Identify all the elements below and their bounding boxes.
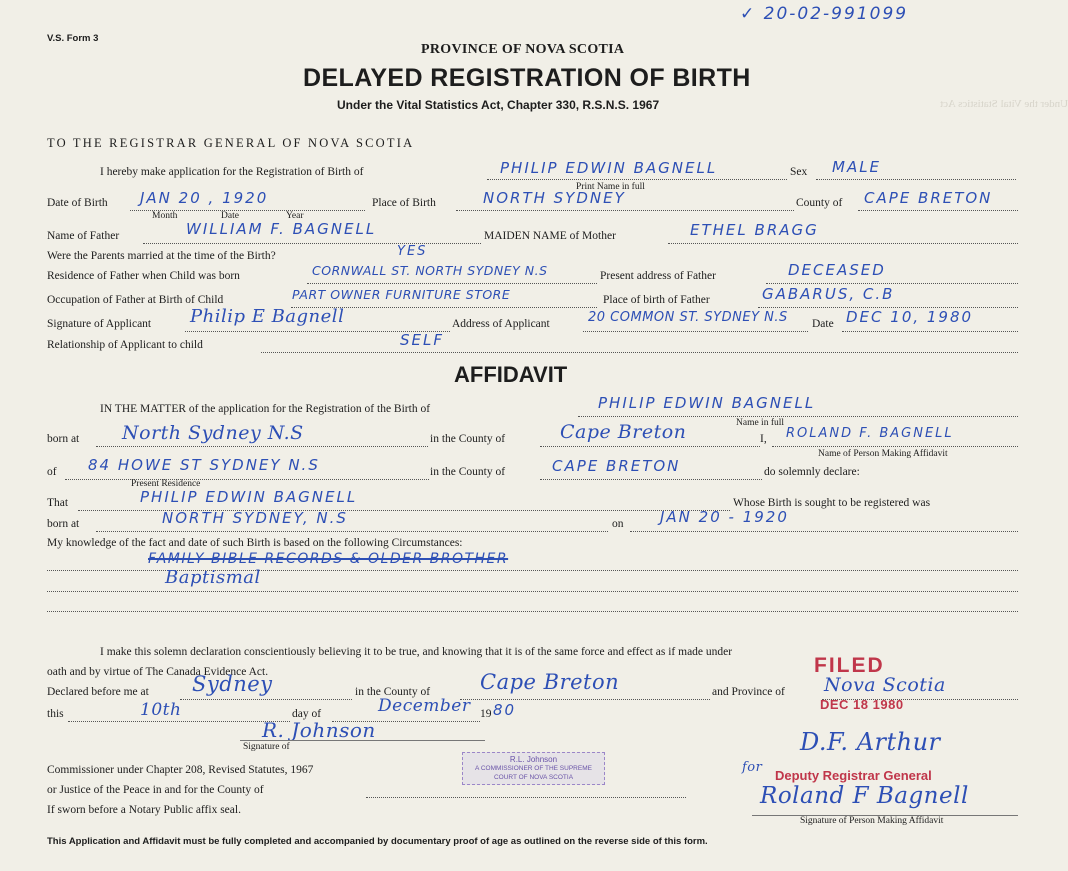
mother-label: MAIDEN NAME of Mother [484,230,616,242]
month-value: December [378,696,471,716]
signature-label: Signature of Applicant [47,318,152,330]
child-name-value: PHILIP EDWIN BAGNELL [500,159,718,177]
affidavit-county-label: in the County of [430,433,506,445]
circumstance-value: Baptismal [165,567,261,588]
form-title: DELAYED REGISTRATION OF BIRTH [303,64,751,92]
commissioner-line-3: If sworn before a Notary Public affix seal. [47,804,241,816]
born-at-value: North Sydney N.S [122,422,304,444]
print-name-hint: Print Name in full [576,182,645,192]
relationship-label: Relationship of Applicant to child [47,339,203,351]
affiant-signature: Roland F Bagnell [760,783,969,809]
sex-value: MALE [832,158,882,176]
province-label: and Province of [712,686,785,698]
declared-place-value: Sydney [192,672,273,696]
date-field-value: DEC 10, 1980 [846,308,974,326]
province-value: Nova Scotia [824,674,946,696]
signature-of-label: Signature of [243,742,290,752]
commissioner-line-1: Commissioner under Chapter 208, Revised Statutes, 1967 [47,764,314,776]
month-hint: Month [152,211,178,221]
in-matter-value: PHILIP EDWIN BAGNELL [598,394,816,412]
born-at2-value: NORTH SYDNEY, N.S [162,509,348,527]
father-value: WILLIAM F. BAGNELL [186,220,377,238]
year-hint: Year [286,211,304,221]
born-at2-label: born at [47,518,80,530]
person-making-hint: Name of Person Making Affidavit [818,449,948,459]
commissioner-stamp-court: COURT OF NOVA SCOTIA [493,774,574,781]
sex-label: Sex [790,166,808,178]
relationship-value: SELF [400,331,444,349]
year-value: 80 [493,701,517,719]
filed-date-stamp: DEC 18 1980 [820,697,904,712]
commissioner-signature: R. Johnson [262,718,376,742]
present-residence-hint: Present Residence [131,479,201,489]
stamp-number: ✓ 20-02-991099 [740,4,909,24]
whose-birth-label: Whose Birth is sought to be registered was [733,497,931,509]
commissioner-stamp-title: A COMMISSIONER OF THE SUPREME [475,765,592,772]
married-label: Were the Parents married at the time of the Birth? [47,250,276,262]
dob-value: JAN 20 , 1920 [140,189,269,207]
county3-label: in the County of [355,686,431,698]
knowledge-label: My knowledge of the fact and date of such Birth is based on the following Circumstances: [47,537,463,549]
form-subtitle: Under the Vital Statistics Act, Chapter 330, R.S.N.S. 1967 [337,98,660,112]
form-number: V.S. Form 3 [47,33,99,44]
occupation-label: Occupation of Father at Birth of Child [47,294,224,306]
commissioner-stamp-name: R.L. Johnson [509,755,558,764]
affidavit-county2-label: in the County of [430,466,506,478]
footer-note: This Application and Affidavit must be fully completed and accompanied by documentary proof of age as outlined on the reverse side of this form. [47,836,708,847]
pob-value: NORTH SYDNEY [483,189,626,207]
struck-circumstances: FAMILY BIBLE RECORDS & OLDER BROTHER [148,551,509,567]
i-label: I, [760,433,767,445]
born-at-label: born at [47,433,80,445]
affidavit-county-value: Cape Breton [560,421,687,443]
hereby-label: I hereby make application for the Registration of Birth of [100,166,364,178]
father-birthplace-value: GABARUS, C.B [762,285,895,303]
commissioner-stamp [462,752,605,785]
this-label: this [47,708,64,720]
of-label: of [47,466,57,478]
present-address-label: Present address of Father [600,270,716,282]
filed-stamp: FILED [814,654,885,677]
declare-label: do solemnly declare: [764,466,860,478]
year-prefix: 19 [480,708,492,720]
day-of-label: day of [292,708,322,720]
bleed-through-text: Under the Vital Statistics Act [940,98,1068,110]
on-label: on [612,518,624,530]
pob-label: Place of Birth [372,197,436,209]
county-value: CAPE BRETON [864,189,993,207]
deputy-registrar-stamp: Deputy Registrar General [775,768,932,783]
applicant-address-value: 20 COMMON ST. SYDNEY N.S [588,310,788,325]
affiant-name-value: ROLAND F. BAGNELL [786,426,954,441]
declaration-line-1: I make this solemn declaration conscientiously believing it to be true, and knowing that it is of the same force and effect as if made under [100,646,733,658]
affidavit-county2-value: CAPE BRETON [552,457,681,475]
affiant-residence-value: 84 HOWE ST SYDNEY N.S [88,456,320,474]
declared-label: Declared before me at [47,686,149,698]
commissioner-line-2: or Justice of the Peace in and for the County of [47,784,264,796]
residence-value: CORNWALL ST. NORTH SYDNEY N.S [312,263,548,278]
to-registrar-heading: TO THE REGISTRAR GENERAL OF NOVA SCOTIA [47,136,415,150]
affidavit-heading: AFFIDAVIT [454,362,568,387]
applicant-signature: Philip E Bagnell [190,306,345,327]
that-value: PHILIP EDWIN BAGNELL [140,488,358,506]
married-value: YES [397,244,428,259]
declaration-line-2: oath and by virtue of The Canada Evidence Act. [47,666,269,678]
province-heading: PROVINCE OF NOVA SCOTIA [421,42,625,57]
name-in-full-hint: Name in full [736,418,785,428]
in-matter-label: IN THE MATTER of the application for the Registration of the Birth of [100,403,431,415]
county3-value: Cape Breton [480,670,620,694]
father-birthplace-label: Place of birth of Father [603,294,710,306]
registrar-signature: D.F. Arthur [800,728,941,756]
on-value: JAN 20 - 1920 [660,508,789,526]
occupation-value: PART OWNER FURNITURE STORE [292,287,511,302]
applicant-address-label: Address of Applicant [452,318,550,330]
residence-label: Residence of Father when Child was born [47,270,240,282]
father-label: Name of Father [47,230,120,242]
date-field-label: Date [812,318,834,330]
for-mark: for [742,760,763,775]
mother-value: ETHEL BRAGG [690,221,819,239]
day-value: 10th [140,700,182,720]
date-hint: Date [221,211,239,221]
that-label: That [47,497,69,509]
county-label: County of [796,197,843,209]
affiant-signature-label: Signature of Person Making Affidavit [800,816,944,826]
present-address-value: DECEASED [788,261,886,279]
dob-label: Date of Birth [47,197,108,209]
